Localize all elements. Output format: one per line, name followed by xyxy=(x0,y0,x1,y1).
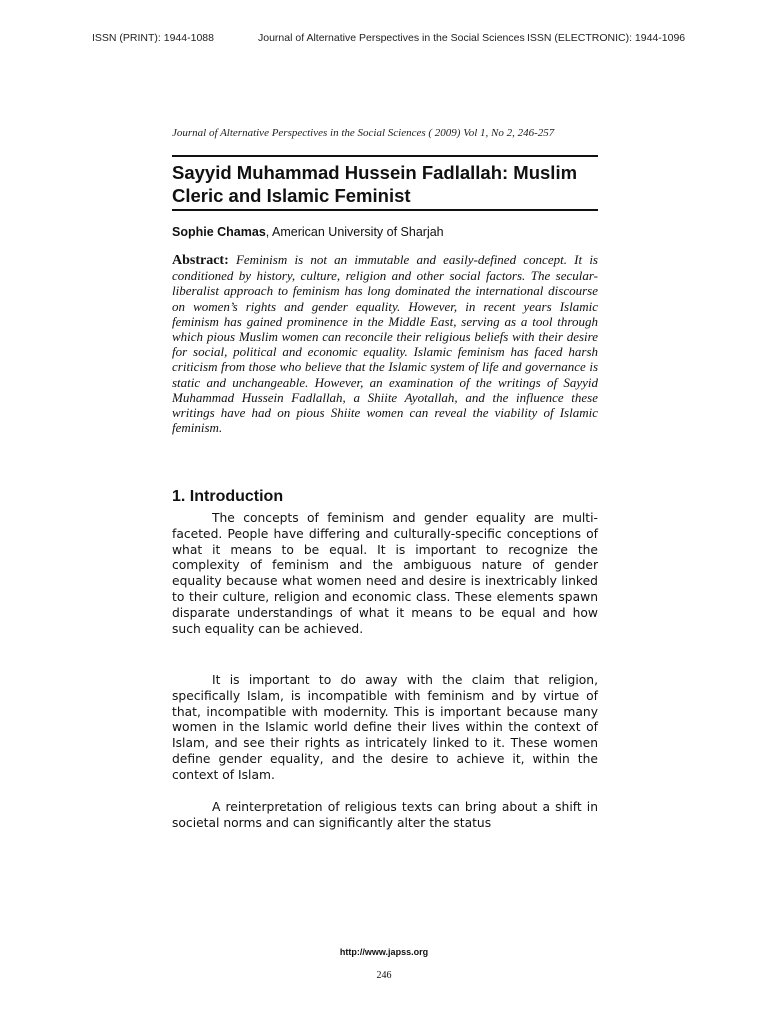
body-paragraph: A reinterpretation of religious texts can bring about a shift in societal norms and can significantly alter the status xyxy=(172,800,598,830)
title-rule-bottom xyxy=(172,209,598,211)
issn-print: ISSN (PRINT): 1944-1088 xyxy=(92,32,214,44)
footer-url[interactable]: http://www.japss.org xyxy=(339,947,429,957)
issn-electronic: ISSN (ELECTRONIC): 1944-1096 xyxy=(527,32,686,44)
article-title: Sayyid Muhammad Hussein Fadlallah: Muslim Cleric and Islamic Feminist xyxy=(172,162,578,206)
title-rule-top xyxy=(172,155,598,157)
journal-name-header: Journal of Alternative Perspectives in the Social Sciences xyxy=(258,32,525,44)
body-paragraph: The concepts of feminism and gender equality are multi-faceted. People have differing and culturally-specific conceptions of what it means to be equal. It is important to recognize the complexity of feminism and the ambiguous nature of gender equality because what women need and desire is inextricably linked to their culture, religion and economic class. These elements spawn disparate understandings of what it means to be equal and how such equality can be achieved. xyxy=(172,511,598,636)
running-header xyxy=(0,32,768,46)
body-paragraph: It is important to do away with the claim that religion, specifically Islam, is incompatible with feminism and by virtue of that, incompatible with modernity. This is important because many women in the Islamic world define their lives within the context of Islam, and see their rights as intricately linked to it. These women define gender equality, and the desire to achieve it, within the context of Islam. xyxy=(172,673,598,782)
abstract-text: Feminism is not an immutable and easily-defined concept. It is conditioned by history, culture, religion and other social factors. The secular-liberalist approach to feminism has long dominated the international discourse on women’s rights and gender equality. However, in recent years Islamic feminism has gained prominence in the Middle East, serving as a tool through which pious Muslim women can reconcile their religious beliefs with their desire for social, political and economic equality. Islamic feminism has faced harsh criticism from those who believe that the Islamic system of life and governance is static and unchangeable. However, an examination of the writings of Sayyid Muhammad Hussein Fadlallah, a Shiite Ayotallah, and the influence these writings have had on pious Shiite women can reveal the viability of Islamic feminism. xyxy=(172,252,598,436)
author-affiliation: , American University of Sharjah xyxy=(265,225,444,239)
author-line xyxy=(172,225,598,239)
abstract xyxy=(172,252,598,435)
section-heading: 1. Introduction xyxy=(172,488,284,505)
author-name: Sophie Chamas xyxy=(172,225,266,239)
citation-line: Journal of Alternative Perspectives in the Social Sciences ( 2009) Vol 1, No 2, 246-257 xyxy=(172,127,555,139)
abstract-label: Abstract: xyxy=(172,253,229,268)
page-number: 246 xyxy=(376,970,392,981)
